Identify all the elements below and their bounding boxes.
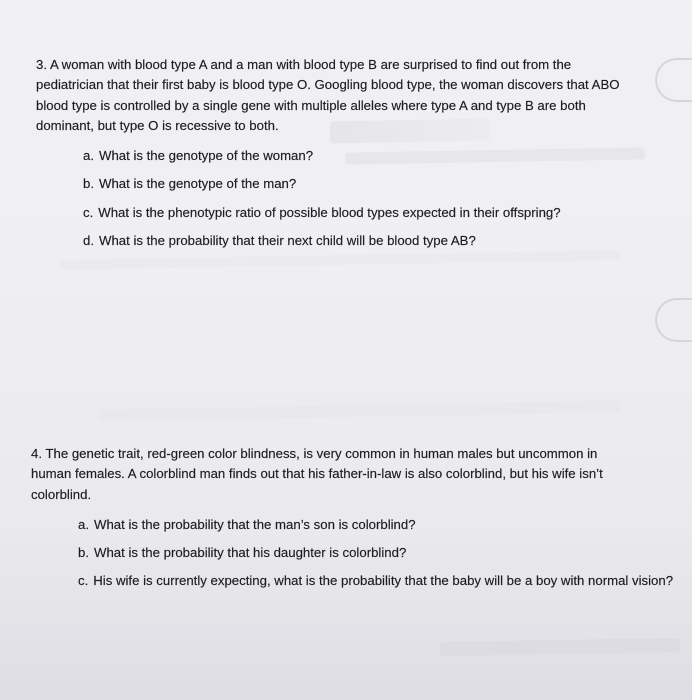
question-4-part-c: c. His wife is currently expecting, what is the probability that the baby will be a boy with normal vision? <box>78 573 674 589</box>
question-3-number: 3. <box>36 57 47 72</box>
binder-ring-shadow <box>655 298 692 342</box>
bleed-through-mark <box>100 400 620 421</box>
question-4-text: The genetic trait, red-green color blindness, is very common in human males but uncommon in human females. A colorblind man finds out that his father-in-law is also colorblind, but his wife isn’t colorblind. <box>31 446 603 502</box>
question-3-parts <box>83 146 636 251</box>
question-3-stem <box>36 55 636 136</box>
binder-ring-shadow <box>655 58 692 102</box>
question-3 <box>36 55 636 259</box>
question-3-part-b: b. What is the genotype of the man? <box>83 176 297 192</box>
question-3-part-d: d. What is the probability that their next child will be blood type AB? <box>83 233 476 249</box>
bleed-through-mark <box>440 638 680 656</box>
question-3-part-c: c. What is the phenotypic ratio of possible blood types expected in their offspring? <box>83 204 561 220</box>
question-4-stem <box>31 444 641 505</box>
question-4-part-b: b. What is the probability that his daughter is colorblind? <box>78 545 407 561</box>
question-4 <box>31 444 674 600</box>
question-4-parts <box>78 515 674 592</box>
question-3-part-a: a. What is the genotype of the woman? <box>83 148 314 164</box>
question-4-number: 4. <box>31 446 42 461</box>
question-4-part-a: a. What is the probability that the man’s son is colorblind? <box>78 516 416 532</box>
question-3-text: A woman with blood type A and a man with blood type B are surprised to find out from the pediatrician that their first baby is blood type O. Googling blood type, the woman discovers that ABO blood type is controlled by a single gene with multiple alleles where type A and type B are both dominant, but type O is recessive to both. <box>36 57 620 133</box>
